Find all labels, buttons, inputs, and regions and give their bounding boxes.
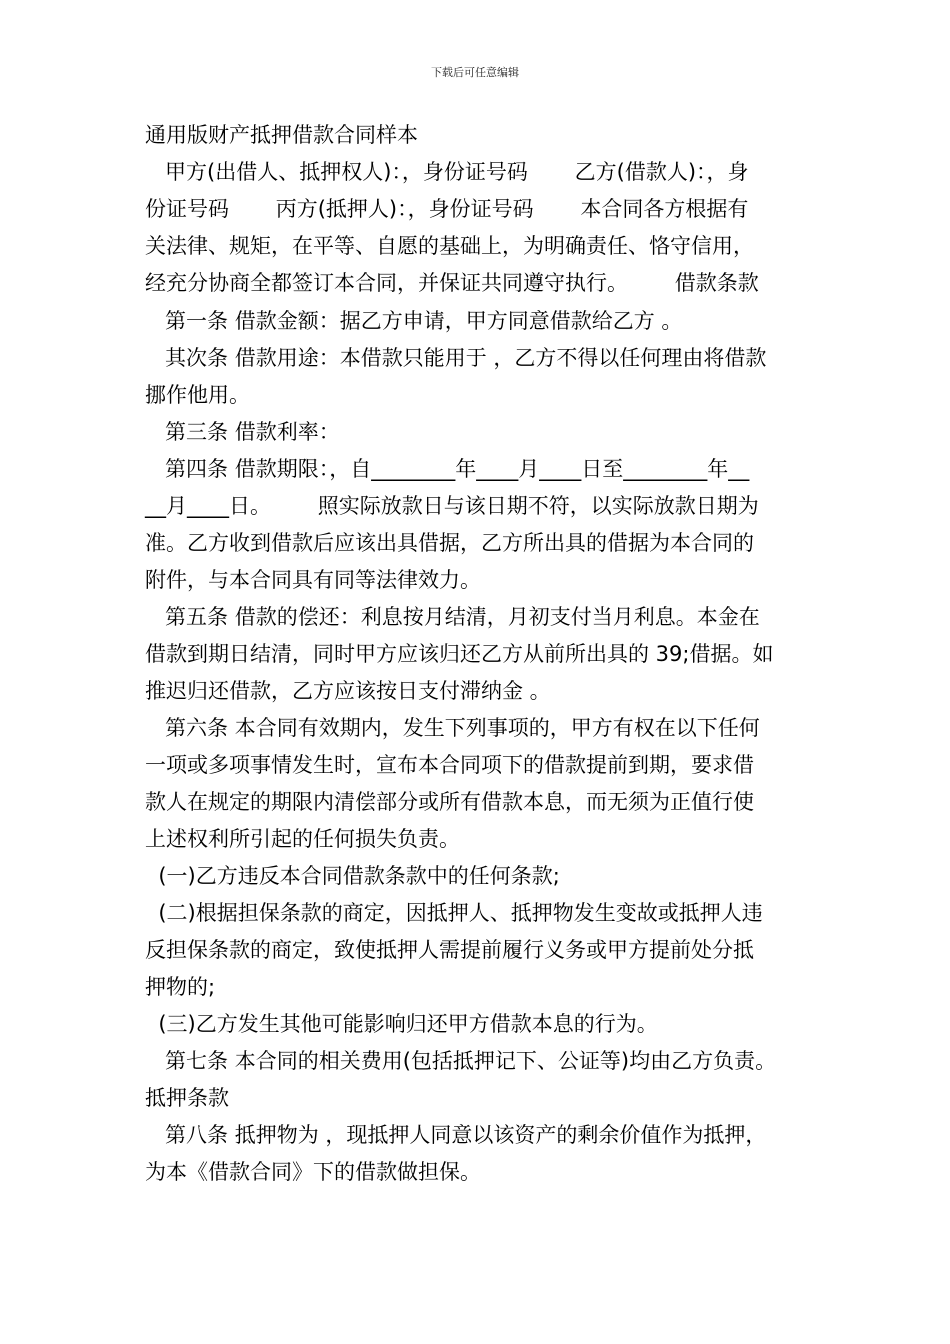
contract-line: 推迟归还借款，乙方应该按日支付滞纳金 。 [145, 679, 551, 703]
contract-line: 甲方(出借人、抵押权人)：，身份证号码 乙方(借款人)：，身 [145, 160, 749, 184]
contract-line: 准。乙方收到借款后应该出具借据，乙方所出具的借据为本合同的 [145, 531, 754, 555]
contract-line: 上述权利所引起的任何损失负责。 [145, 827, 460, 851]
contract-line: __月____日。 照实际放款日与该日期不符，以实际放款日期为 [145, 494, 759, 518]
contract-line: 第五条 借款的偿还：利息按月结清，月初支付当月利息。本金在 [145, 605, 760, 629]
contract-line: 通用版财产抵押借款合同样本 [145, 123, 418, 147]
contract-line: 第三条 借款利率： [145, 420, 340, 444]
contract-line: 为本《借款合同》下的借款做担保。 [145, 1160, 481, 1184]
contract-line: 经充分协商全都签订本合同，并保证共同遵守执行。 借款条款 [145, 271, 759, 295]
contract-line: 附件，与本合同具有同等法律效力。 [145, 568, 481, 592]
contract-line: 押物的; [145, 975, 216, 999]
contract-line: (一)乙方违反本合同借款条款中的任何条款; [145, 864, 560, 888]
contract-line: 第七条 本合同的相关费用(包括抵押记下、公证等)均由乙方负责。 [145, 1049, 777, 1073]
contract-line: 款人在规定的期限内清偿部分或所有借款本息，而无须为正值行使 [145, 790, 754, 814]
contract-line: 第四条 借款期限：，自________年____月____日至________年__ [145, 457, 750, 481]
contract-line: 第六条 本合同有效期内，发生下列事项的，甲方有权在以下任何 [145, 716, 760, 740]
contract-line: 一项或多项事情发生时，宣布本合同项下的借款提前到期，要求借 [145, 753, 754, 777]
contract-line: 第八条 抵押物为 ，现抵押人同意以该资产的剩余价值作为抵押， [145, 1123, 767, 1147]
contract-line: 挪作他用。 [145, 383, 250, 407]
contract-line: 抵押条款 [145, 1086, 229, 1110]
page-header-note: 下载后可任意编辑 [431, 66, 519, 79]
contract-line: 反担保条款的商定，致使抵押人需提前履行义务或甲方提前处分抵 [145, 938, 754, 962]
contract-line: 第一条 借款金额：据乙方申请，甲方同意借款给乙方 。 [145, 309, 683, 333]
contract-line: 关法律、规矩，在平等、自愿的基础上，为明确责任、恪守信用， [145, 234, 754, 258]
contract-line: 其次条 借款用途：本借款只能用于 ，乙方不得以任何理由将借款 [145, 346, 767, 370]
contract-line: (三)乙方发生其他可能影响归还甲方借款本息的行为。 [145, 1012, 658, 1036]
contract-line: 借款到期日结清，同时甲方应该归还乙方从前所出具的 39;借据。如 [145, 642, 774, 666]
contract-line: 份证号码 丙方(抵押人)：，身份证号码 本合同各方根据有 [145, 197, 749, 221]
contract-line: (二)根据担保条款的商定，因抵押人、抵押物发生变故或抵押人违 [145, 901, 763, 925]
